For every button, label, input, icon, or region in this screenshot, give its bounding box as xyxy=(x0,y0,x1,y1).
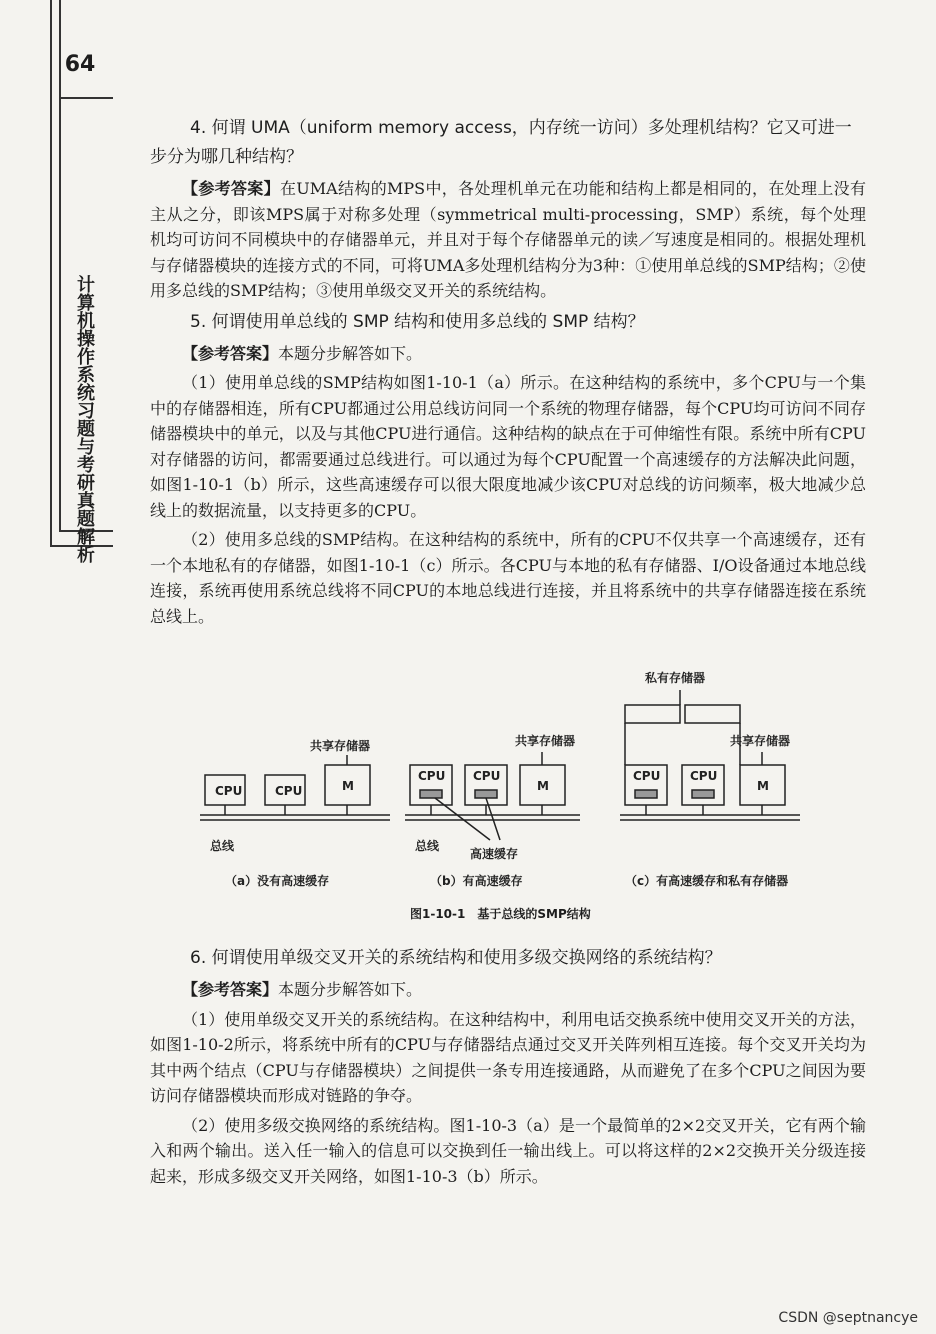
margin-rule-inner xyxy=(59,0,61,530)
mem-label-a: M xyxy=(342,779,354,793)
mem-label-c: M xyxy=(757,779,769,793)
smp-diagram xyxy=(180,660,860,900)
answer-6-intro-text: 本题分步解答如下。 xyxy=(278,980,423,999)
bus-label-a: 总线 xyxy=(210,839,235,853)
cache-label: 高速缓存 xyxy=(470,847,519,861)
answer-label: 【参考答案】 xyxy=(182,179,280,198)
shared-mem-label-c: 共享存储器 xyxy=(730,734,791,748)
private-mem-c2 xyxy=(685,705,740,723)
cpu-label-b1: CPU xyxy=(418,769,446,783)
figure-1-10-1 xyxy=(180,660,860,930)
answer-label: 【参考答案】 xyxy=(182,343,279,363)
main-content xyxy=(150,114,866,633)
cpu-label-c1: CPU xyxy=(633,769,661,783)
answer-label: 【参考答案】 xyxy=(182,980,279,999)
answer-4 xyxy=(150,176,866,304)
question-6-section xyxy=(150,944,866,1193)
cache-c1 xyxy=(635,790,657,798)
answer-5-para-1: （1）使用单总线的SMP结构如图1-10-1（a）所示。在这种结构的系统中，多个CPU与一个集中的存储器相连，所有CPU都通过公用总线访问同一个系统的物理存储器，每个CPU均可访问不同存储器模块中的单元，以及与其他CPU进行通信。这种结构的缺点在于可伸缩性有限。系统中所有CPU对存储器的访问，都需要通过总线进行。可以通过为每个CPU配置一个高速缓存的方法解决此问题，如图1-10-1（b）所示，这些高速缓存可以很大限度地减少该CPU对总线的访问频率，极大地减少总线上的数据流量，以支持更多的CPU。 xyxy=(150,373,866,520)
figure-caption: 图1-10-1 基于总线的SMP结构 xyxy=(410,907,591,921)
bus-label-b: 总线 xyxy=(415,839,440,853)
cpu-label-a2: CPU xyxy=(275,784,303,798)
answer-6-para-1: （1）使用单级交叉开关的系统结构。在这种结构中，利用电话交换系统中使用交叉开关的方法，如图1-10-2所示，将系统中所有的CPU与存储器结点通过交叉开关阵列相互连接。每个交叉开关均为其中两个结点（CPU与存储器模块）之间提供一条专用连接通路，从而避免了在多个CPU之间因为要访问存储器模块而形成对链路的争夺。 xyxy=(150,1009,866,1105)
cpu-label-a1: CPU xyxy=(215,784,243,798)
cpu-label-b2: CPU xyxy=(473,769,501,783)
csdn-watermark: CSDN @septnancye xyxy=(778,1310,918,1326)
subcaption-a: （a）没有高速缓存 xyxy=(225,874,330,888)
cache-b1 xyxy=(420,790,442,798)
question-4: 4. 何谓 UMA（uniform memory access，内存统一访问）多处理机结构？它又可进一步分为哪几种结构？ xyxy=(150,118,852,167)
answer-5-para-2: （2）使用多总线的SMP结构。在这种结构的系统中，所有的CPU不仅共享一个高速缓存，还有一个本地私有的存储器，如图1-10-1（c）所示。各CPU与本地的私有存储器、I/O设备通过本地总线连接，系统再使用系统总线将不同CPU的本地总线进行连接，并且将系统中的共享存储器连接在系统总线上。 xyxy=(150,530,866,626)
private-mem-label: 私有存储器 xyxy=(645,671,706,685)
answer-5-intro xyxy=(150,341,866,367)
margin-rule-outer xyxy=(50,0,52,545)
question-6: 6. 何谓使用单级交叉开关的系统结构和使用多级交换网络的系统结构？ xyxy=(190,948,722,968)
answer-6-para-2: （2）使用多级交换网络的系统结构。图1-10-3（a）是一个最简单的2×2交叉开关，它有两个输入和两个输出。送入任一输入的信息可以交换到任一输出线上。可以将这样的2×2交换开关分级连接起来，形成多级交叉开关网络，如图1-10-3（b）所示。 xyxy=(150,1115,866,1186)
private-mem-c1 xyxy=(625,705,680,723)
question-5: 5. 何谓使用单总线的 SMP 结构和使用多总线的 SMP 结构？ xyxy=(190,311,645,332)
answer-5-intro-text: 本题分步解答如下。 xyxy=(278,343,423,363)
page-number: 64 xyxy=(64,52,96,77)
cache-c2 xyxy=(692,790,714,798)
shared-mem-label-a: 共享存储器 xyxy=(310,739,371,753)
subcaption-b: （b）有高速缓存 xyxy=(430,874,523,888)
side-title: 计算机操作系统习题与考研真题解析 xyxy=(74,275,95,563)
cpu-label-c2: CPU xyxy=(690,769,718,783)
answer-6-intro xyxy=(150,977,866,1003)
mem-label-b: M xyxy=(537,779,549,793)
answer-4-text: 在UMA结构的MPS中，各处理机单元在功能和结构上都是相同的，在处理上没有主从之分，即该MPS属于对称多处理（symmetrical multi-processing，SMP）系统，每个处理机均可访问不同模块中的存储器单元，并且对于每个存储器单元的读／写速度是相同的。根据处理机与存储器模块的连接方式的不同，可将UMA多处理机结构分为3种：①使用单总线的SMP结构；②使用多总线的SMP结构；③使用单级交叉开关的系统结构。 xyxy=(150,179,866,300)
cache-b2 xyxy=(475,790,497,798)
margin-rule-top xyxy=(59,97,113,99)
subcaption-c: （c）有高速缓存和私有存储器 xyxy=(625,874,789,888)
shared-mem-label-b: 共享存储器 xyxy=(515,734,576,748)
